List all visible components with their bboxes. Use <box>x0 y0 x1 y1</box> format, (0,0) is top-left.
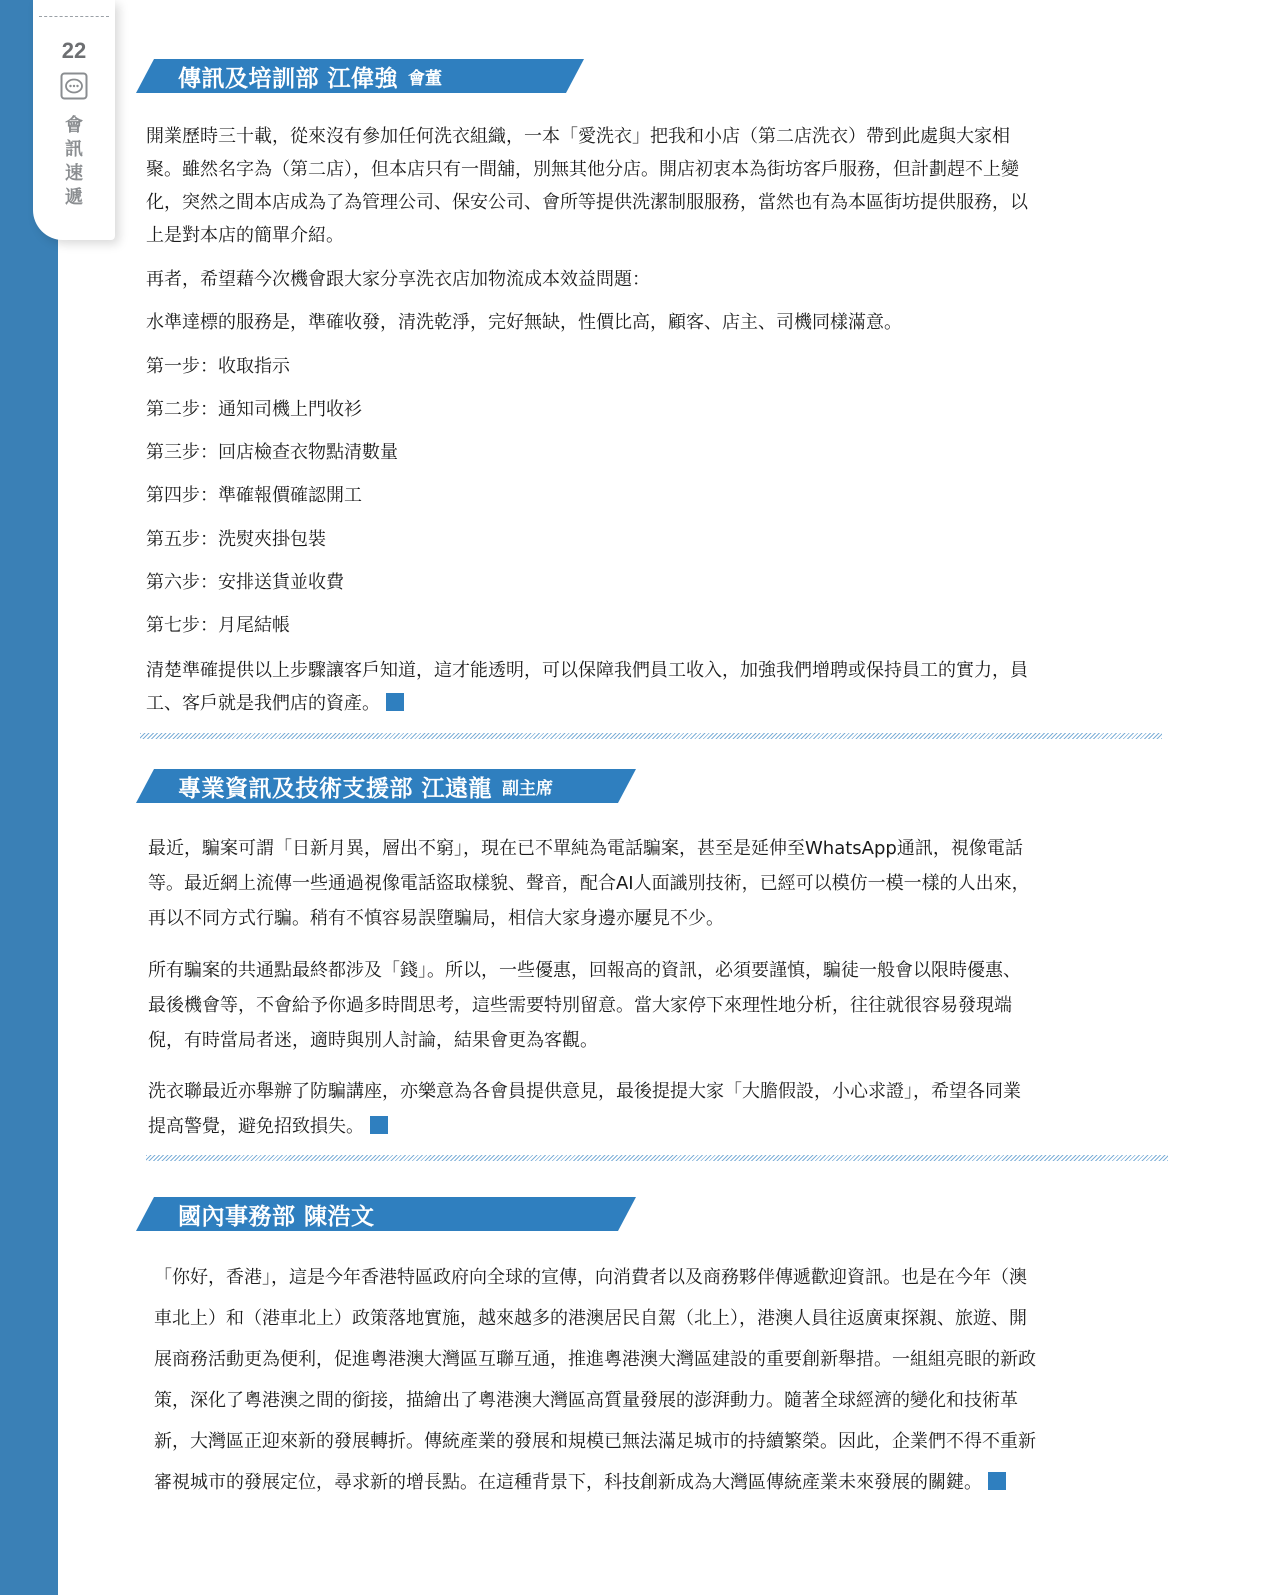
end-mark <box>370 1116 388 1134</box>
tab-stitch-line <box>39 16 109 17</box>
text-line: 提高警覺，避免招致損失。 <box>148 1116 364 1137</box>
section-divider <box>140 733 1162 739</box>
text-line: 洗衣聯最近亦舉辦了防騙講座，亦樂意為各會員提供意見，最後提提大家「大膽假設，小心求證」，希望各同業 <box>148 1081 1021 1102</box>
left-accent-bar <box>0 0 58 1595</box>
text-line: 化，突然之間本店成為了為管理公司、保安公司、會所等提供洗潔制服服務，當然也有為本區街坊提供服務，以 <box>146 192 1028 213</box>
text-line: 審視城市的發展定位，尋求新的增長點。在這種背景下，科技創新成為大灣區傳統產業未來發展的關鍵。 <box>154 1472 982 1493</box>
text-line: 最近，騙案可謂「日新月異，層出不窮」，現在已不單純為電話騙案，甚至是延伸至WhatsApp通訊，視像電話 <box>148 838 1023 859</box>
text-line: 第六步：安排送貨並收費 <box>146 572 344 593</box>
end-mark <box>386 693 404 711</box>
text-line: 第四步：準確報價確認開工 <box>146 485 362 506</box>
text-line: 第七步：月尾結帳 <box>146 615 290 636</box>
text-line: 聚。雖然名字為（第二店），但本店只有一間舖，別無其他分店。開店初衷本為街坊客戶服務，但計劃趕不上變 <box>146 159 1019 180</box>
text-line: 第三步：回店檢查衣物點清數量 <box>146 442 398 463</box>
text-line: 展商務活動更為便利，促進粵港澳大灣區互聯互通，推進粵港澳大灣區建設的重要創新舉措。一組組亮眼的新政 <box>154 1349 1036 1370</box>
text-line: 等。最近網上流傳一些通過視像電話盜取樣貌、聲音，配合AI人面識別技術，已經可以模仿一模一樣的人出來， <box>148 873 1030 894</box>
text-line: 第一步：收取指示 <box>146 356 290 377</box>
step-item <box>146 611 290 637</box>
text-line: 第二步：通知司機上門收衫 <box>146 399 362 420</box>
paragraph <box>146 308 902 334</box>
paragraph <box>154 1257 1036 1503</box>
text-line: 第五步：洗熨夾掛包裝 <box>146 529 326 550</box>
text-line: 新，大灣區正迎來新的發展轉折。傳統產業的發展和規模已無法滿足城市的持續繁榮。因此，企業們不得不重新 <box>154 1431 1036 1452</box>
step-item <box>146 352 290 378</box>
page-tab <box>33 0 115 240</box>
step-item <box>146 395 362 421</box>
text-line: 所有騙案的共通點最終都涉及「錢」。所以，一些優惠，回報高的資訊，必須要謹慎，騙徒一般會以限時優惠、 <box>148 960 1021 981</box>
text-line: 「你好，香港」，這是今年香港特區政府向全球的宣傳，向消費者以及商務夥伴傳遞歡迎資訊。也是在今年（澳 <box>154 1267 1027 1288</box>
section-title: 國內事務部 陳浩文 <box>178 1203 375 1230</box>
section-title: 專業資訊及技術支援部 江遠龍 <box>178 775 493 802</box>
section-label: 會訊速遞 <box>65 115 83 208</box>
text-line: 最後機會等，不會給予你過多時間思考，這些需要特別留意。當大家停下來理性地分析，往往就很容易發現端 <box>148 995 1012 1016</box>
text-line: 清楚準確提供以上步驟讓客戶知道，這才能透明，可以保障我們員工收入，加強我們增聘或保持員工的實力，員 <box>146 660 1028 681</box>
text-line: 倪，有時當局者迷，適時與別人討論，結果會更為客觀。 <box>148 1030 598 1051</box>
step-item <box>146 525 326 551</box>
text-line: 再者，希望藉今次機會跟大家分享洗衣店加物流成本效益問題： <box>146 269 650 290</box>
paragraph <box>148 1074 1021 1144</box>
text-line: 水準達標的服務是，準確收發，清洗乾淨，完好無缺，性價比高，顧客、店主、司機同樣滿意。 <box>146 312 902 333</box>
paragraph <box>148 831 1030 936</box>
speech-bubble-icon <box>60 72 88 100</box>
text-line: 開業歷時三十載，從來沒有參加任何洗衣組織，一本「愛洗衣」把我和小店（第二店洗衣）帶到此處與大家相 <box>146 126 1010 147</box>
section-header-tech-support <box>136 769 636 803</box>
step-item <box>146 568 344 594</box>
section-role: 副主席 <box>502 778 554 799</box>
step-item <box>146 481 362 507</box>
paragraph <box>146 654 1028 720</box>
text-line: 車北上）和（港車北上）政策落地實施，越來越多的港澳居民自駕（北上），港澳人員往返廣東探親、旅遊、開 <box>154 1308 1027 1329</box>
paragraph <box>146 120 1028 252</box>
section-header-communications <box>136 59 584 93</box>
text-line: 工、客戶就是我們店的資產。 <box>146 693 380 714</box>
text-line: 再以不同方式行騙。稍有不慎容易誤墮騙局，相信大家身邊亦屢見不少。 <box>148 908 724 929</box>
page-number: 22 <box>61 38 87 63</box>
section-divider <box>146 1155 1168 1161</box>
section-title: 傳訊及培訓部 江偉強 <box>178 65 399 92</box>
end-mark <box>988 1472 1006 1490</box>
step-item <box>146 438 398 464</box>
section-header-mainland-affairs <box>136 1197 636 1231</box>
section-role: 會董 <box>408 68 443 89</box>
paragraph <box>148 953 1021 1058</box>
paragraph <box>146 265 650 291</box>
text-line: 上是對本店的簡單介紹。 <box>146 225 344 246</box>
text-line: 策，深化了粵港澳之間的銜接，描繪出了粵港澳大灣區高質量發展的澎湃動力。隨著全球經濟的變化和技術革 <box>154 1390 1018 1411</box>
